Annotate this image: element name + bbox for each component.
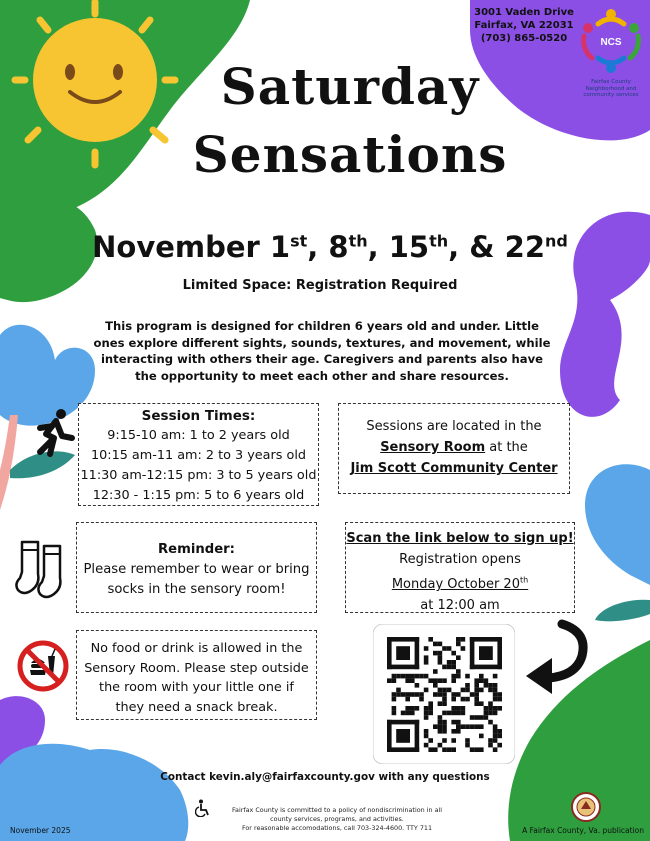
policy-line3: For reasonable accomodations, call 703-324-4600. TTY 711: [241, 824, 433, 832]
food-policy-text: No food or drink is allowed in the Sensory Room. Please step outside the room with your little one if they need a snack break.: [84, 641, 309, 715]
session-row: 12:30 - 1:15 pm: 5 to 6 years old: [92, 488, 305, 503]
location-at: at the: [485, 440, 528, 455]
ncs-logo-icon: [578, 6, 644, 78]
date-3-suffix: th: [429, 231, 449, 251]
program-description: This program is designed for children 6 years old and under. Little ones explore different sights, sounds, textures, and movement, while interacting with others their age. Caregivers and parents also have the opportunity to meet each other and share resources.: [93, 319, 551, 383]
pink-stem-left: [0, 415, 18, 510]
reminder-text: Please remember to wear or bring socks in the sensory room!: [83, 562, 310, 597]
session-times-heading: Session Times:: [141, 408, 256, 424]
date-4-suffix: nd: [545, 231, 568, 251]
title-line2: Sensations: [192, 125, 508, 184]
footer-publication: A Fairfax County, Va. publication: [522, 826, 644, 835]
teal-leaf-right: [595, 600, 650, 622]
policy-line2: county services, programs, and activities.: [270, 815, 404, 823]
signup-heading: Scan the link below to sign up!: [346, 531, 574, 546]
date-1-suffix: st: [290, 231, 308, 251]
registration-date-suffix: th: [519, 576, 529, 585]
address-line2: Fairfax, VA 22031: [474, 20, 574, 31]
nondiscrimination-policy: [212, 806, 462, 833]
title-line1: Saturday: [220, 57, 480, 116]
curved-arrow-icon: [522, 618, 592, 696]
logo-initials: NCS: [600, 37, 622, 48]
session-row: 9:15-10 am: 1 to 2 years old: [107, 428, 290, 443]
location-center-line: [339, 458, 569, 479]
contact-info: Contact kevin.aly@fairfaxcounty.gov with any questions: [160, 771, 490, 783]
phone-number: (703) 865-0520: [480, 33, 568, 44]
event-dates: [60, 232, 600, 264]
logo-line1: Fairfax County: [591, 79, 631, 85]
date-4: , & 22: [448, 230, 546, 264]
session-row: 11:30 am-12:15 pm: 3 to 5 years old: [80, 468, 317, 483]
registration-date-line: [346, 570, 574, 595]
no-food-icon: [17, 640, 69, 692]
qr-code[interactable]: [373, 624, 515, 764]
address-line1: 3001 Vaden Drive: [474, 7, 574, 18]
food-policy-box: [76, 630, 317, 720]
sensory-room-label: Sensory Room: [380, 440, 486, 455]
footer-date: November 2025: [10, 826, 71, 835]
county-seal-icon: [571, 792, 601, 822]
session-row: 10:15 am-11 am: 2 to 3 years old: [90, 448, 307, 463]
socks-icon: [14, 538, 72, 600]
date-3: , 15: [367, 230, 430, 264]
signup-box: [345, 522, 575, 613]
registration-opens-label: Registration opens: [399, 552, 521, 567]
wheelchair-icon: [195, 799, 211, 817]
reminder-heading: Reminder:: [158, 542, 235, 557]
address-block: [473, 6, 575, 45]
logo-line3: community services: [583, 92, 639, 98]
running-person-icon: [32, 408, 76, 460]
logo-line2: Neighborhood and: [585, 85, 637, 92]
registration-time: at 12:00 am: [420, 598, 500, 614]
date-2-suffix: th: [348, 231, 368, 251]
location-room-line: [339, 437, 569, 458]
date-2: , 8: [307, 230, 349, 264]
policy-line1: Fairfax County is committed to a policy of nondiscrimination in all: [231, 806, 443, 814]
location-intro: Sessions are located in the: [366, 419, 542, 434]
blue-flower-right: [585, 464, 650, 585]
date-1: November 1: [92, 230, 291, 264]
registration-date: Monday October 20: [391, 577, 520, 593]
limited-space-notice: Limited Space: Registration Required: [182, 278, 458, 293]
session-times-box: [78, 403, 319, 506]
reminder-box: [76, 522, 317, 613]
logo-caption: [573, 79, 649, 99]
community-center-label: Jim Scott Community Center: [350, 461, 558, 476]
location-box: [338, 403, 570, 494]
